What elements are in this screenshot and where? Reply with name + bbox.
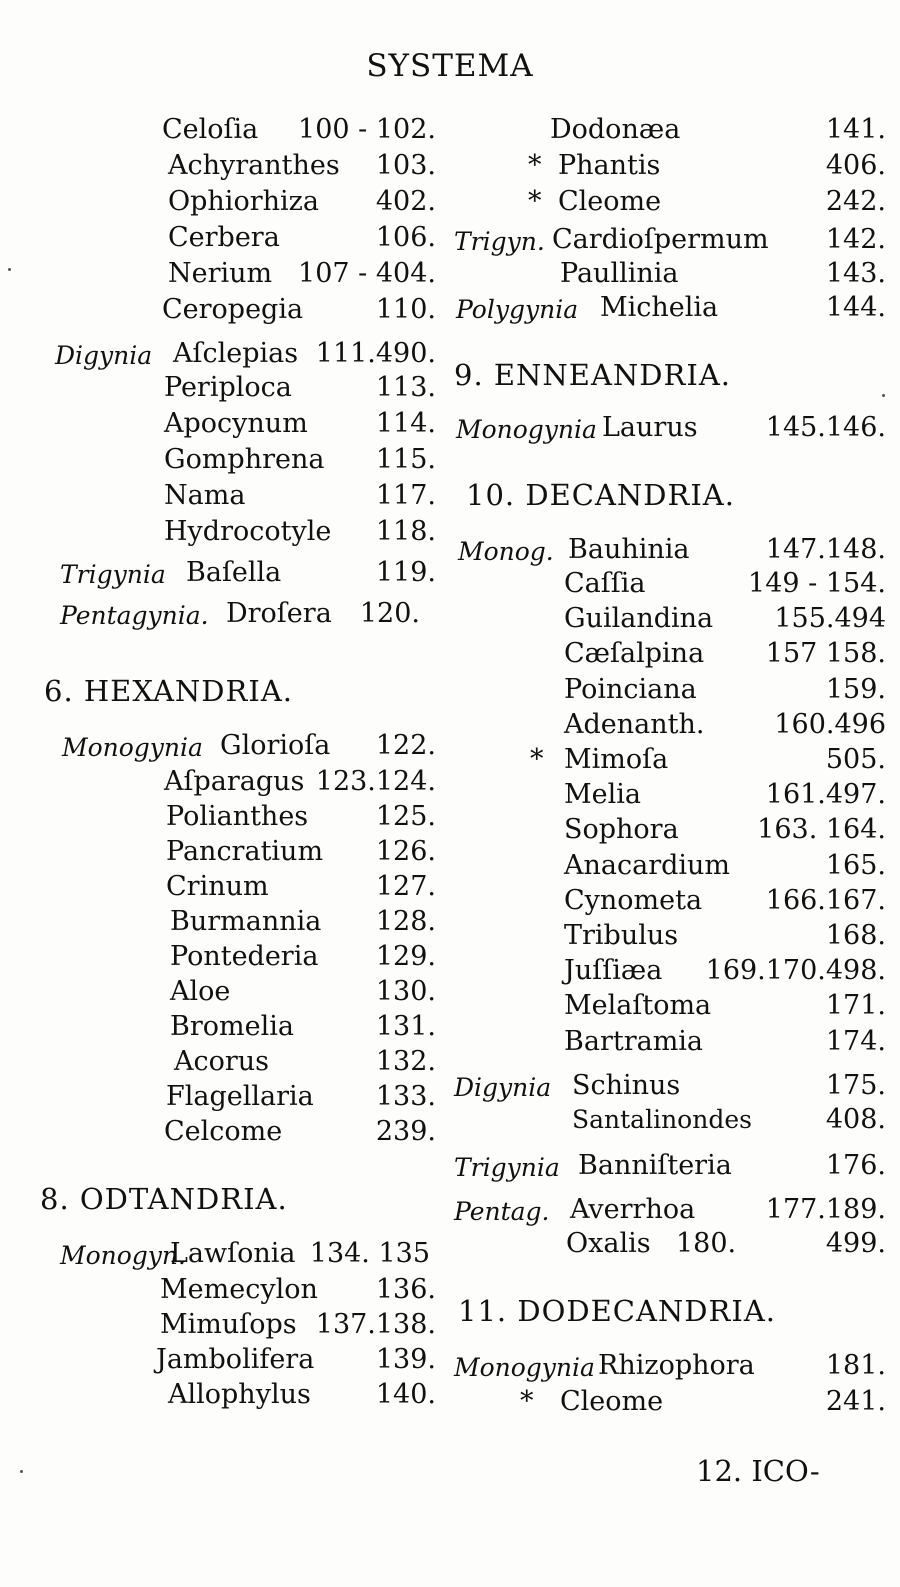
entry-row [528,184,900,220]
page-numbers: 177.189. [765,1194,886,1225]
entry-row [564,812,900,848]
entry-row [528,148,900,184]
page-numbers: 145.146. [765,412,886,443]
page-numbers: 242. [825,186,886,217]
page-numbers: 159. [825,673,886,705]
genus-name: Paullinia [560,258,679,289]
entry-row [564,707,900,743]
genus-name: Baſella [186,557,282,588]
genus-name: Oxalis [566,1228,651,1259]
genus-name: Mimoſa [564,744,669,775]
page-numbers: 106. [375,222,436,253]
asterisk-mark: * [530,744,544,775]
page-numbers: 133. [375,1081,436,1112]
entry-row [166,1079,450,1115]
page-numbers: 117. [375,480,436,511]
page-numbers: 128. [375,906,436,937]
page-numbers: 143. [825,258,886,289]
page-numbers: 110. [375,294,436,325]
genus-name: Cardioſpermum [552,224,769,255]
genus-name: Memecylon [160,1274,318,1305]
genus-name: Schinus [572,1070,681,1101]
page-numbers: 166.167. [765,884,886,916]
genus-name: Glorioſa [220,730,331,761]
order-label: Digynia [55,341,153,370]
entry-row [560,256,900,292]
entry-row [166,834,450,870]
page-numbers: 120. [359,598,420,629]
class-heading: 6. HEXANDRIA. [44,674,293,708]
genus-name: Caſſia [564,568,646,599]
page-numbers: 157 158. [765,638,886,670]
page-numbers: 111.490. [315,338,436,369]
genus-name: Hydrocotyle [164,516,332,547]
entry-row [168,148,450,184]
entry-row [170,1009,450,1045]
entry-row [60,596,450,632]
class-heading: 8. ODTANDRIA. [40,1182,288,1216]
genus-name: Averrhoa [570,1194,696,1225]
page-numbers: 139. [375,1344,436,1375]
genus-name: Rhizophora [598,1350,755,1381]
asterisk-mark: * [528,186,542,217]
genus-name: Pancratium [166,836,324,867]
entry-row [454,1348,900,1384]
order-label: Monogynia [62,733,203,762]
page-numbers: 241. [825,1386,886,1417]
page-numbers: 130. [375,976,436,1007]
page-numbers: 118. [375,516,436,547]
entry-row [160,1307,450,1343]
page-numbers: 505. [825,744,886,775]
genus-name: Aſclepias [173,338,299,369]
page-numbers: 239. [375,1116,436,1147]
genus-name: Bauhinia [568,534,690,565]
page-numbers: 155.494 [774,603,886,635]
entry-row [164,442,450,478]
genus-name: Celoſia [162,114,259,145]
entry-row [166,799,450,835]
genus-name: Nama [164,480,246,511]
page-numbers: 127. [375,871,436,902]
genus-name: Droſera [226,598,332,629]
genus-name: Sophora [564,814,679,846]
page-numbers: 115. [375,444,436,475]
genus-name: Lawſonia [170,1238,296,1269]
genus-name: Juſſiæa [564,955,663,987]
page-numbers: 134. 135 [309,1238,430,1269]
entry-row [160,1272,450,1308]
entry-row [174,1044,450,1080]
class-heading: 9. ENNEANDRIA. [454,358,731,392]
order-label: Monogyn. [60,1241,186,1270]
genus-name: Michelia [600,292,719,323]
genus-name: Bromelia [170,1011,294,1042]
genus-name: Mimuſops [160,1309,297,1340]
page-numbers: 163. 164. [757,814,886,846]
page-numbers: 123.124. [315,766,436,797]
page-numbers: 171. [825,990,886,1022]
entry-row [564,566,900,602]
page-numbers: 175. [825,1070,886,1101]
genus-name: Jambolifera [156,1344,315,1375]
page-numbers: 165. [825,849,886,881]
entry-row [566,1226,900,1262]
catchword: 12. ICO- [696,1454,820,1488]
order-label: Pentagynia. [60,601,209,630]
entry-row [62,728,450,764]
page-numbers: 132. [375,1046,436,1077]
page-numbers: 147.148. [765,534,886,565]
page-numbers: 129. [375,941,436,972]
page-numbers: 169.170.498. [705,955,886,987]
page-numbers: 107 - 404. [298,258,436,289]
entry-row [168,220,450,256]
genus-name: Polianthes [166,801,309,832]
page-numbers: 181. [825,1350,886,1381]
genus-name: Crinum [166,871,269,902]
genus-name: Tribulus [564,920,679,951]
genus-name: Santalinondes [572,1105,752,1134]
entry-row [564,601,900,637]
genus-name: Pontederia [170,941,319,972]
entry-row [168,1377,450,1413]
entry-row [454,1192,900,1228]
entry-row [564,883,900,919]
entry-row [454,1068,900,1104]
entry-row [168,256,450,292]
order-label: Trigynia [60,560,166,589]
genus-name: Aſparagus [164,766,305,797]
genus-name: Cleome [560,1386,664,1417]
genus-name: Poinciana [564,673,697,705]
entry-row [456,290,900,326]
entry-row [164,478,450,514]
page-numbers: 122. [375,730,436,761]
page-numbers: 100 - 102. [298,114,436,145]
entry-row [55,336,450,372]
genus-name: Flagellaria [166,1081,314,1112]
genus-name: Burmannia [170,906,322,937]
genus-name: Nerium [168,258,273,289]
page-numbers: 142. [825,224,886,255]
entry-row [564,918,900,954]
page-numbers: 125. [375,801,436,832]
paper-speck [8,268,11,271]
order-label: Monogynia [456,415,597,444]
genus-name: Cleome [558,186,662,217]
page-numbers: 136. [375,1274,436,1305]
order-label: Monogynia [454,1353,595,1382]
entry-row [164,514,450,550]
entry-row [168,184,450,220]
page-numbers: 149 - 154. [748,568,886,599]
entry-row [164,764,450,800]
genus-name: Melaſtoma [564,990,712,1022]
paper-speck [882,394,885,397]
entry-row [166,869,450,905]
genus-name: Phantis [558,150,661,181]
asterisk-mark: * [520,1386,534,1417]
asterisk-mark: * [528,150,542,181]
class-heading: 11. DODECANDRIA. [458,1294,776,1328]
genus-name: Achyranthes [168,150,340,181]
entry-row [456,410,900,446]
page-numbers: 126. [375,836,436,867]
page-numbers: 131. [375,1011,436,1042]
page-numbers: 402. [375,186,436,217]
genus-name: Laurus [602,412,698,443]
genus-name: Cerbera [168,222,280,253]
paper-speck [20,1470,23,1473]
genus-name: Ceropegia [162,294,304,325]
page-numbers: 141. [825,114,886,145]
page-numbers: 408. [825,1104,886,1135]
page-numbers: 114. [375,408,436,439]
page-numbers: 137.138. [315,1309,436,1340]
page-numbers: 103. [375,150,436,181]
genus-name: Adenanth. [564,708,705,740]
page-numbers: 176. [825,1150,886,1181]
order-label: Polygynia [456,295,579,324]
entry-row [156,1342,450,1378]
page-numbers: 499. [825,1228,886,1259]
page-numbers: 180. [676,1228,737,1259]
entry-row [550,112,900,148]
entry-row [162,292,450,328]
running-header: SYSTEMA [366,48,534,84]
order-label: Monog. [458,537,554,566]
page-numbers: 113. [375,372,436,403]
entry-row [164,1114,450,1150]
genus-name: Aloe [170,976,231,1007]
entry-row [572,1102,900,1138]
entry-row [564,848,900,884]
entry-row [564,672,900,708]
genus-name: Ophiorhiza [168,186,319,217]
entry-row [60,555,450,591]
genus-name: Banniſteria [578,1150,732,1181]
genus-name: Cynometa [564,884,703,916]
page-numbers: 140. [375,1379,436,1410]
genus-name: Gomphrena [164,444,325,475]
entry-row [170,904,450,940]
entry-row [564,777,900,813]
page-numbers: 160.496 [774,708,886,740]
entry-row [564,636,900,672]
entry-row [170,974,450,1010]
entry-row [564,1024,900,1060]
order-label: Trigynia [454,1153,560,1182]
entry-row [564,988,900,1024]
genus-name: Apocynum [164,408,308,439]
page-numbers: 161.497. [765,779,886,811]
entry-row [162,112,450,148]
page-numbers: 168. [825,920,886,951]
genus-name: Dodonæa [550,114,681,145]
page-numbers: 406. [825,150,886,181]
genus-name: Acorus [174,1046,270,1077]
genus-name: Celcome [164,1116,283,1147]
genus-name: Melia [564,779,641,811]
entry-row [60,1236,450,1272]
entry-row [164,370,450,406]
order-label: Pentag. [454,1197,550,1226]
genus-name: Anacardium [564,849,731,881]
entry-row [454,222,900,258]
entry-row [564,953,900,989]
entry-row [520,1384,900,1420]
genus-name: Periploca [164,372,292,403]
genus-name: Allophylus [168,1379,311,1410]
entry-row [164,406,450,442]
page-numbers: 119. [375,557,436,588]
page-numbers: 174. [825,1025,886,1057]
order-label: Digynia [454,1073,552,1102]
genus-name: Guilandina [564,603,714,635]
genus-name: Cæſalpina [564,638,705,670]
entry-row [454,1148,900,1184]
genus-name: Bartramia [564,1025,704,1057]
page-numbers: 144. [825,292,886,323]
order-label: Trigyn. [454,227,545,256]
entry-row [530,742,900,778]
entry-row [170,939,450,975]
class-heading: 10. DECANDRIA. [466,478,735,512]
entry-row [458,532,900,568]
